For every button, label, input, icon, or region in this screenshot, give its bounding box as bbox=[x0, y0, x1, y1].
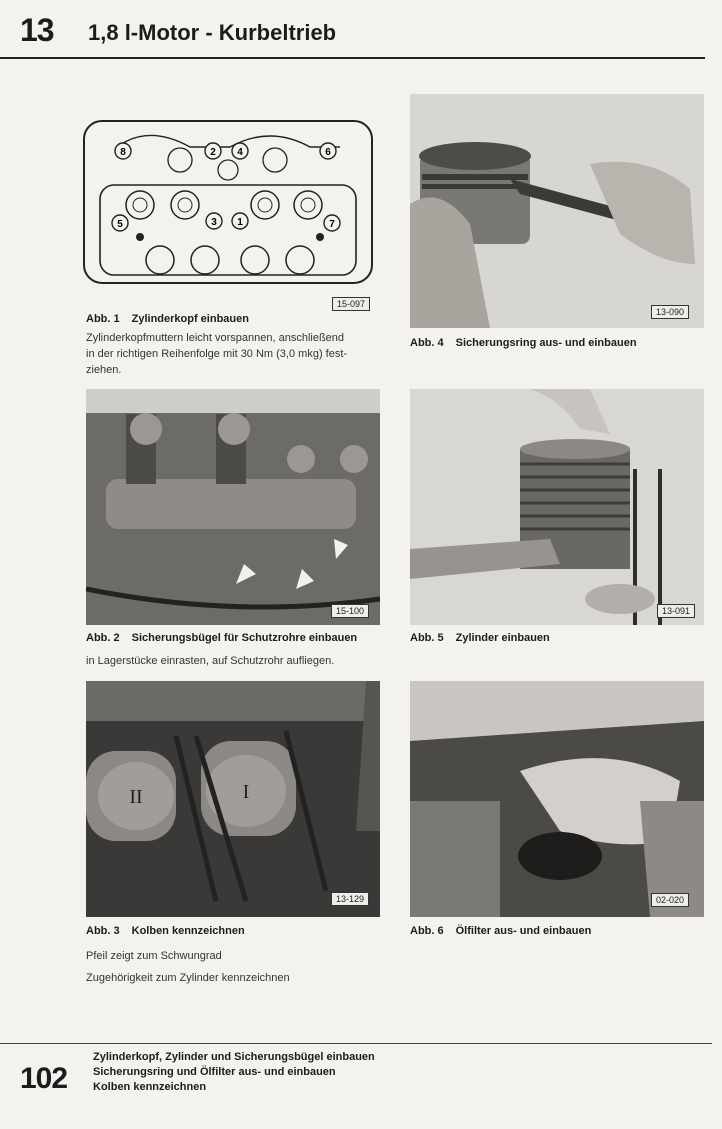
figure-1-caption bbox=[86, 313, 249, 325]
figure-5-title: Zylinder einbauen bbox=[455, 632, 550, 644]
marker-3: 3 bbox=[211, 217, 217, 228]
figure-3-ref-code: 13-129 bbox=[331, 892, 369, 906]
figure-4-photo bbox=[410, 94, 704, 328]
figure-2-ref-code: 15-100 bbox=[331, 604, 369, 618]
figure-6-ref-code: 02-020 bbox=[651, 893, 689, 907]
marker-6: 6 bbox=[325, 147, 331, 158]
figure-1-title: Zylinderkopf einbauen bbox=[131, 313, 249, 325]
figure-6-number: Abb. 6 bbox=[410, 925, 444, 937]
chapter-title: 1,8 l-Motor - Kurbeltrieb bbox=[88, 20, 337, 45]
figure-5-photo bbox=[410, 389, 704, 625]
marker-4: 4 bbox=[237, 147, 243, 158]
footer-rule bbox=[0, 1043, 712, 1044]
figure-1-number: Abb. 1 bbox=[86, 313, 120, 325]
figure-1-text bbox=[86, 330, 386, 378]
header-rule bbox=[0, 57, 705, 59]
marker-2: 2 bbox=[210, 147, 216, 158]
footer-topic-3: Kolben kennzeichnen bbox=[93, 1081, 207, 1093]
page-number: 102 bbox=[20, 1062, 68, 1095]
figure-2-title: Sicherungsbügel für Schutzrohre einbauen bbox=[131, 632, 358, 644]
piston-circlip-photo bbox=[410, 94, 704, 328]
chapter-number: 13 bbox=[20, 12, 54, 48]
figure-3-text-line-1: Pfeil zeigt zum Schwungrad bbox=[86, 950, 222, 962]
figure-4-title: Sicherungsring aus- und einbauen bbox=[455, 337, 637, 349]
figure-1-text-line-2: in der richtigen Reihenfolge mit 30 Nm (3,0 mkg) fest- bbox=[86, 348, 348, 360]
figure-1-text-line-1: Zylinderkopfmuttern leicht vorspannen, anschließend bbox=[86, 332, 345, 344]
figure-2-text bbox=[86, 653, 386, 669]
figure-2-caption bbox=[86, 632, 357, 644]
marker-8: 8 bbox=[120, 147, 126, 158]
figure-6-photo bbox=[410, 681, 704, 917]
figure-2-text-line-1: in Lagerstücke einrasten, auf Schutzrohr aufliegen. bbox=[86, 655, 335, 667]
cylinder-head-diagram bbox=[80, 115, 380, 315]
oil-filter-photo bbox=[410, 681, 704, 917]
figure-4-number: Abb. 4 bbox=[410, 337, 444, 349]
rocker-shaft-photo bbox=[86, 389, 380, 625]
figure-4-ref-code: 13-090 bbox=[651, 305, 689, 319]
figure-5-ref-code: 13-091 bbox=[657, 604, 695, 618]
figure-3-photo bbox=[86, 681, 380, 917]
footer-topic-1: Zylinderkopf, Zylinder und Sicherungsbügel einbauen bbox=[93, 1051, 375, 1063]
page-header bbox=[0, 0, 722, 62]
marker-1: 1 bbox=[237, 217, 243, 228]
figure-3-text bbox=[86, 945, 386, 989]
figure-6-caption bbox=[410, 925, 591, 937]
figure-1-drawing bbox=[80, 115, 380, 315]
marker-7: 7 bbox=[329, 219, 335, 230]
piston-mark-2: II bbox=[129, 786, 143, 808]
cylinder-install-photo bbox=[410, 389, 704, 625]
figure-1-ref-code: 15-097 bbox=[332, 297, 370, 311]
footer-topic-2: Sicherungsring und Ölfilter aus- und einbauen bbox=[93, 1066, 336, 1078]
figure-1-text-line-3: ziehen. bbox=[86, 364, 122, 376]
figure-3-caption bbox=[86, 925, 245, 937]
piston-marking-photo bbox=[86, 681, 380, 917]
marker-5: 5 bbox=[117, 219, 123, 230]
figure-6-title: Ölfilter aus- und einbauen bbox=[455, 925, 592, 937]
figure-2-number: Abb. 2 bbox=[86, 632, 120, 644]
figure-5-number: Abb. 5 bbox=[410, 632, 444, 644]
figure-2-photo bbox=[86, 389, 380, 625]
figure-5-caption bbox=[410, 632, 550, 644]
figure-4-caption bbox=[410, 337, 637, 349]
piston-mark-1: I bbox=[242, 781, 250, 803]
figure-3-number: Abb. 3 bbox=[86, 925, 120, 937]
figure-3-text-line-2: Zugehörigkeit zum Zylinder kennzeichnen bbox=[86, 972, 290, 984]
footer-topics bbox=[93, 1050, 375, 1095]
figure-3-title: Kolben kennzeichnen bbox=[131, 925, 245, 937]
